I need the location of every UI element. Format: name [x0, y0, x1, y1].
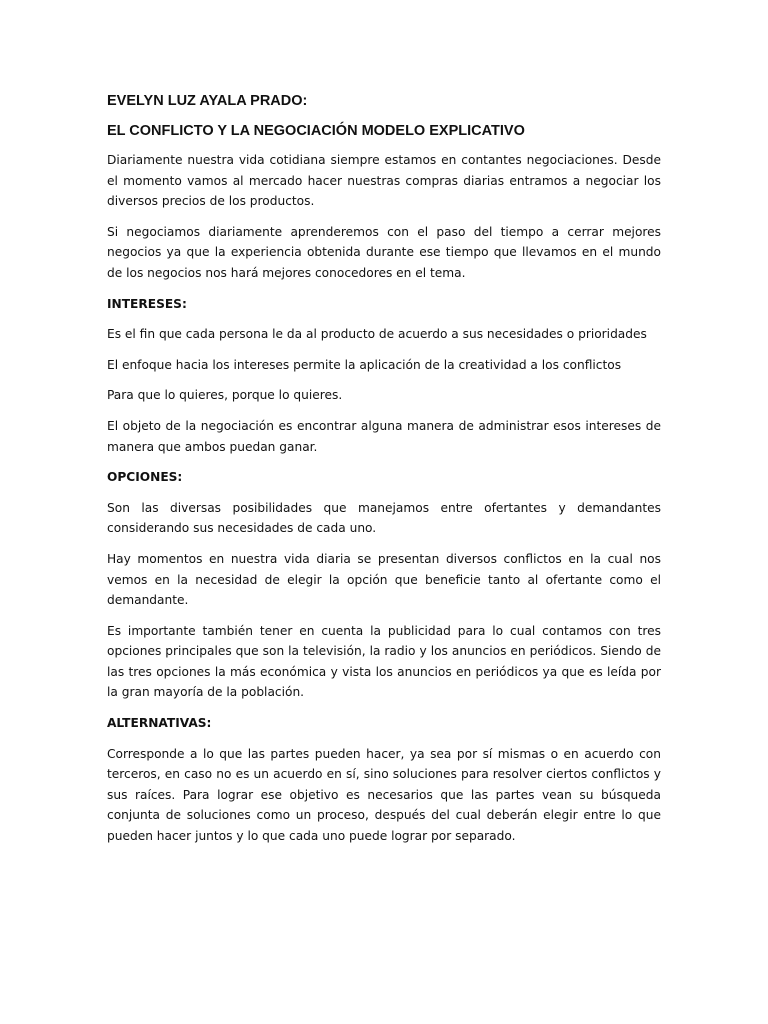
author-name: EVELYN LUZ AYALA PRADO:	[107, 93, 308, 109]
section-heading-alternativas: ALTERNATIVAS:	[107, 716, 212, 731]
opciones-paragraph-3: Es importante también tener en cuenta la publicidad para lo cual contamos con tres opciones principales que son la televisión, la radio y los anuncios en periódicos. Siendo de las tres opciones la más económica y vista los anuncios en periódicos ya que es leída por la gran mayoría de la población.	[107, 623, 661, 700]
opciones-paragraph-1: Son las diversas posibilidades que manejamos entre ofertantes y demandantes considerando sus necesidades de cada uno.	[107, 500, 661, 536]
intereses-paragraph-2: El enfoque hacia los intereses permite la aplicación de la creatividad a los conflictos	[107, 357, 622, 372]
intro-paragraph-1: Diariamente nuestra vida cotidiana siempre estamos en contantes negociaciones. Desde el momento vamos al mercado hacer nuestras compras diarias entramos a negociar los diversos precios de los productos.	[107, 153, 661, 209]
intereses-paragraph-1: Es el fin que cada persona le da al producto de acuerdo a sus necesidades o prioridades	[107, 327, 647, 342]
alternativas-paragraph-1: Corresponde a lo que las partes pueden hacer, ya sea por sí mismas o en acuerdo con terceros, en caso no es un acuerdo en sí, sino soluciones para resolver ciertos conflictos y sus raíces. Para lograr ese objetivo es necesarios que las partes vean su búsqueda conjunta de soluciones como un proceso, después del cual deberán elegir entre lo que pueden hacer juntos y lo que cada uno puede lograr por separado.	[107, 746, 661, 844]
section-heading-opciones: OPCIONES:	[107, 470, 183, 485]
section-heading-intereses: INTERESES:	[107, 296, 187, 311]
intereses-paragraph-4: El objeto de la negociación es encontrar alguna manera de administrar esos intereses de manera que ambos puedan ganar.	[107, 418, 661, 454]
intereses-paragraph-3: Para que lo quieres, porque lo quieres.	[107, 388, 343, 403]
intro-paragraph-2: Si negociamos diariamente aprenderemos con el paso del tiempo a cerrar mejores negocios ya que la experiencia obtenida durante ese tiempo que llevamos en el mundo de los negocios nos hará mejores conocedores en el tema.	[107, 224, 661, 280]
document-title: EL CONFLICTO Y LA NEGOCIACIÓN MODELO EXPLICATIVO	[107, 123, 525, 139]
opciones-paragraph-2: Hay momentos en nuestra vida diaria se presentan diversos conflictos en la cual nos vemos en la necesidad de elegir la opción que beneficie tanto al ofertante como el demandante.	[107, 551, 661, 608]
